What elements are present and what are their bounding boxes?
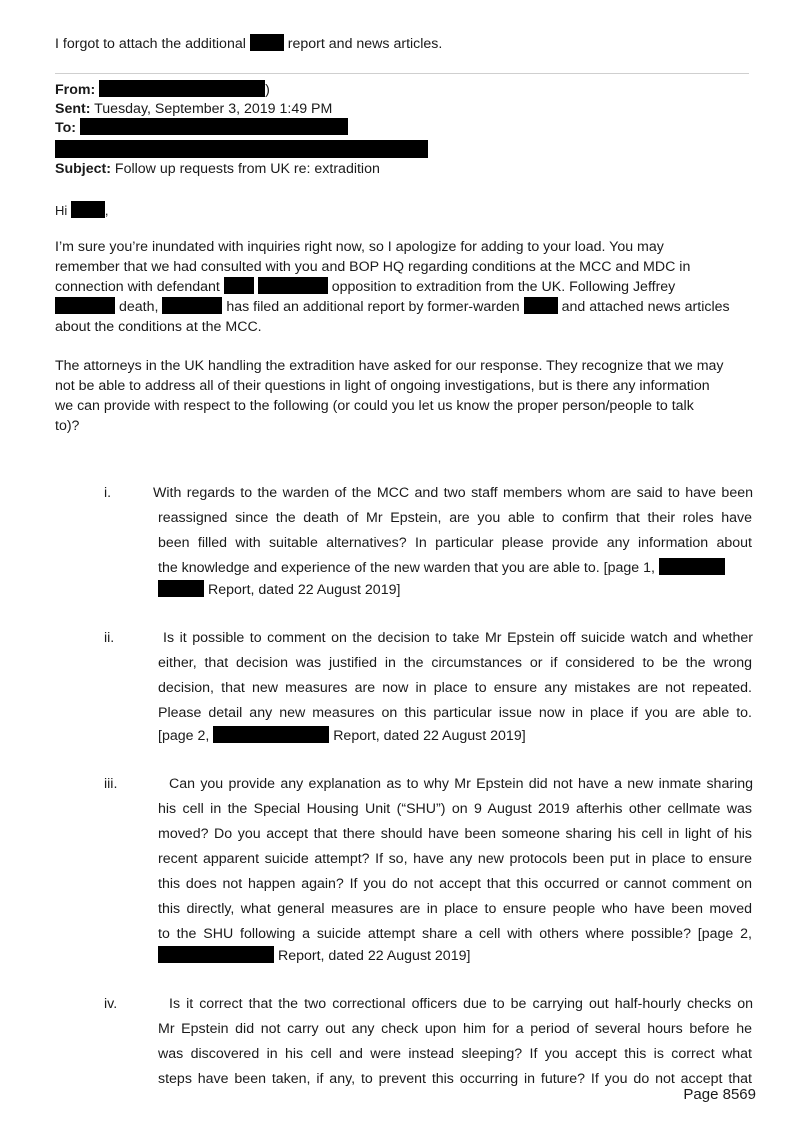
item-number: ii. [104,630,115,646]
item-text-line: his cell in the Special Housing Unit (“SHU”) on 9 August 2019 afterhis other cellmate was [158,801,752,817]
redaction-box [213,726,329,743]
item-text-line: Please detail any new measures on this particular issue now in place if you are able to. [158,705,752,721]
item-text-line: With regards to the warden of the MCC and two staff members whom are said to have been [153,485,753,501]
item-text-line: the knowledge and experience of the new warden that you are able to. [page 1, [158,558,725,578]
sent-line: Sent: Tuesday, September 3, 2019 1:49 PM [55,101,333,117]
redaction-box [71,201,105,218]
paragraph-1-line: about the conditions at the MCC. [55,319,262,335]
item-text-line: this does not happen again? If you do not accept that this occurred or cannot comment on [158,876,752,892]
redaction-box [55,140,428,158]
paragraph-2-line: we can provide with respect to the following (or could you let us know the proper person/people to talk [55,398,694,414]
redaction-box [524,297,558,314]
header-divider [55,73,749,74]
paragraph-1-line: connection with defendant opposition to extradition from the UK. Following Jeffrey [55,279,676,295]
greeting: Hi , [55,203,109,218]
item-text-line: this directly, what general measures are in place to ensure people who have been moved [158,901,752,917]
to-line: To: [55,118,348,138]
paragraph-2-line: The attorneys in the UK handling the extradition have asked for our response. They recognize that we may [55,358,724,374]
item-text-line: Report, dated 22 August 2019] [158,580,400,600]
paragraph-1-line: death, has filed an additional report by former-warden and attached news articles [55,297,730,317]
item-text-line: reassigned since the death of Mr Epstein, are you able to confirm that their roles have [158,510,752,526]
item-text-line: to the SHU following a suicide attempt share a cell with others where possible? [page 2, [158,926,752,942]
item-text-line: either, that decision was justified in the circumstances or if considered to be the wrong [158,655,752,671]
item-text-line: been filled with suitable alternatives? In particular please provide any information about [158,535,752,551]
redaction-box [162,297,222,314]
item-text-line: Can you provide any explanation as to why Mr Epstein did not have a new inmate sharing [169,776,753,792]
item-text-line: decision, that new measures are now in place to ensure any mistakes are not repeated. [158,680,752,696]
item-number: i. [104,485,112,501]
redaction-box [659,558,725,575]
item-text-line: moved? Do you accept that there should have been someone sharing his cell in light of his [158,826,752,842]
redaction-box [55,297,115,314]
paragraph-1-line: remember that we had consulted with you and BOP HQ regarding conditions at the MCC and MDC in [55,259,691,275]
from-line: From: ) [55,82,270,98]
redaction-box [258,277,328,294]
item-text-line: Mr Epstein did not carry out any check upon him for a period of several hours before he [158,1021,752,1037]
redaction-box [250,34,284,51]
paragraph-1-line: I’m sure you’re inundated with inquiries right now, so I apologize for adding to your load. You may [55,239,664,255]
subject-line: Subject: Follow up requests from UK re: extradition [55,161,380,177]
redaction-box [158,580,204,597]
redaction-box [80,118,348,135]
redaction-box [99,80,265,97]
item-text-line: Is it correct that the two correctional officers due to be carrying out half-hourly checks on [169,996,753,1012]
item-text-line: [page 2, Report, dated 22 August 2019] [158,728,526,744]
paragraph-2-line: to)? [55,418,80,434]
redaction-box [158,946,274,963]
intro-line: I forgot to attach the additional report and news articles. [55,36,443,52]
item-text-line: recent apparent suicide attempt? If so, have any new protocols been put in place to ensure [158,851,752,867]
item-number: iv. [104,996,118,1012]
page-number: Page 8569 [683,1086,756,1103]
item-text-line: Report, dated 22 August 2019] [158,946,470,966]
item-text-line: was discovered in his cell and were instead sleeping? If you accept this is correct what [158,1046,752,1062]
item-text-line: steps have been taken, if any, to prevent this occurring in future? If you do not accept that [158,1071,752,1087]
item-number: iii. [104,776,118,792]
item-text-line: Is it possible to comment on the decision to take Mr Epstein off suicide watch and whether [163,630,753,646]
redaction-box [224,277,254,294]
paragraph-2-line: not be able to address all of their questions in light of ongoing investigations, but is there any information [55,378,710,394]
